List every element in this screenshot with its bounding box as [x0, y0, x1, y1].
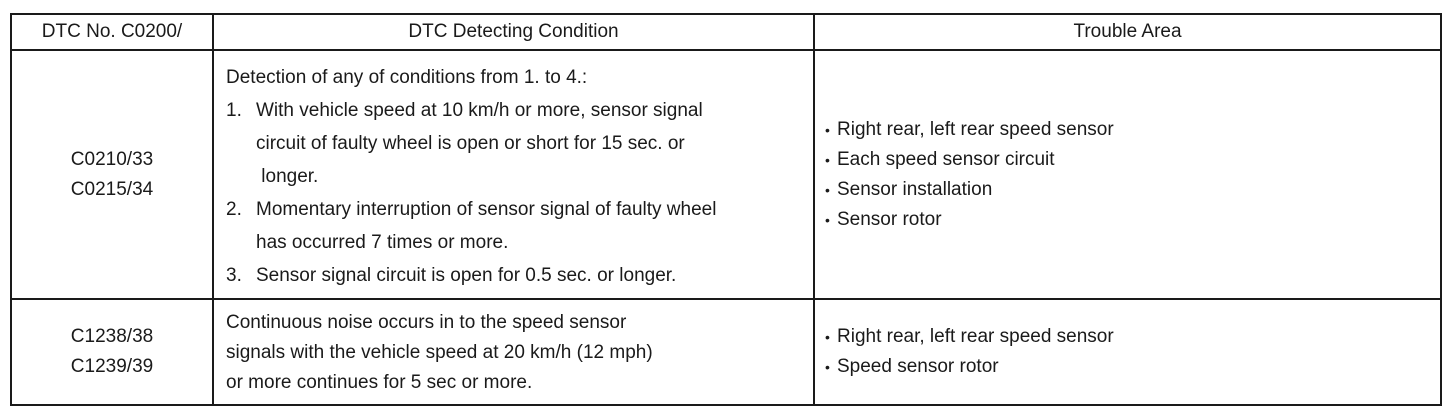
- condition-text: longer.: [256, 166, 319, 187]
- dtc-code: C1238/38: [70, 326, 154, 347]
- condition-number: 1.: [226, 100, 242, 121]
- trouble-area-item: [825, 145, 1440, 175]
- condition-cell: [213, 50, 814, 299]
- trouble-area-text: Speed sensor rotor: [837, 356, 999, 377]
- condition-text: signals with the vehicle speed at 20 km/h (12 mph): [226, 342, 653, 363]
- condition-list: [226, 94, 801, 292]
- trouble-area-item: [825, 205, 1440, 235]
- condition-item: [226, 193, 801, 259]
- condition-text: or more continues for 5 sec or more.: [226, 372, 533, 393]
- trouble-area-item: [825, 352, 1440, 382]
- bullet-icon: •: [825, 181, 830, 198]
- trouble-area-text: Sensor installation: [837, 178, 993, 200]
- condition-cell: [213, 299, 814, 405]
- trouble-area-cell: [814, 299, 1441, 405]
- dtc-table: [10, 13, 1442, 406]
- condition-intro: Detection of any of conditions from 1. to 4.:: [226, 67, 588, 88]
- condition-number: 3.: [226, 265, 242, 286]
- condition-text: With vehicle speed at 10 km/h or more, sensor signal: [256, 100, 703, 121]
- condition-number: 2.: [226, 199, 242, 220]
- table-row: [11, 50, 1441, 299]
- condition-text: Continuous noise occurs in to the speed sensor: [226, 312, 627, 333]
- dtc-code-cell: [11, 50, 213, 299]
- condition-text: has occurred 7 times or more.: [256, 232, 509, 253]
- trouble-area-list: [825, 115, 1440, 235]
- trouble-area-list: [825, 322, 1440, 382]
- trouble-area-item: [825, 175, 1440, 205]
- trouble-area-text: Sensor rotor: [837, 208, 942, 230]
- trouble-area-item: [825, 322, 1440, 352]
- dtc-code: C0210/33: [70, 148, 154, 170]
- bullet-icon: •: [825, 359, 830, 375]
- bullet-icon: •: [825, 211, 830, 228]
- trouble-area-text: Right rear, left rear speed sensor: [837, 326, 1114, 347]
- header-trouble-area: Trouble Area: [814, 14, 1441, 50]
- trouble-area-text: Right rear, left rear speed sensor: [837, 118, 1114, 140]
- trouble-area-item: [825, 115, 1440, 145]
- trouble-area-cell: [814, 50, 1441, 299]
- condition-item: [226, 94, 801, 193]
- condition-item: [226, 259, 801, 292]
- dtc-code: C0215/34: [70, 178, 154, 200]
- dtc-code-cell: [11, 299, 213, 405]
- condition-text: Sensor signal circuit is open for 0.5 sec. or longer.: [256, 265, 677, 286]
- header-dtc-no: DTC No. C0200/: [11, 14, 213, 50]
- header-row: [11, 14, 1441, 50]
- condition-text: circuit of faulty wheel is open or short for 15 sec. or: [256, 133, 685, 154]
- bullet-icon: •: [825, 151, 830, 168]
- condition-text: Momentary interruption of sensor signal of faulty wheel: [256, 199, 717, 220]
- trouble-area-text: Each speed sensor circuit: [837, 148, 1055, 170]
- bullet-icon: •: [825, 121, 830, 138]
- bullet-icon: •: [825, 329, 830, 345]
- table-row: [11, 299, 1441, 405]
- dtc-code: C1239/39: [70, 356, 154, 377]
- header-detecting-condition: DTC Detecting Condition: [213, 14, 814, 50]
